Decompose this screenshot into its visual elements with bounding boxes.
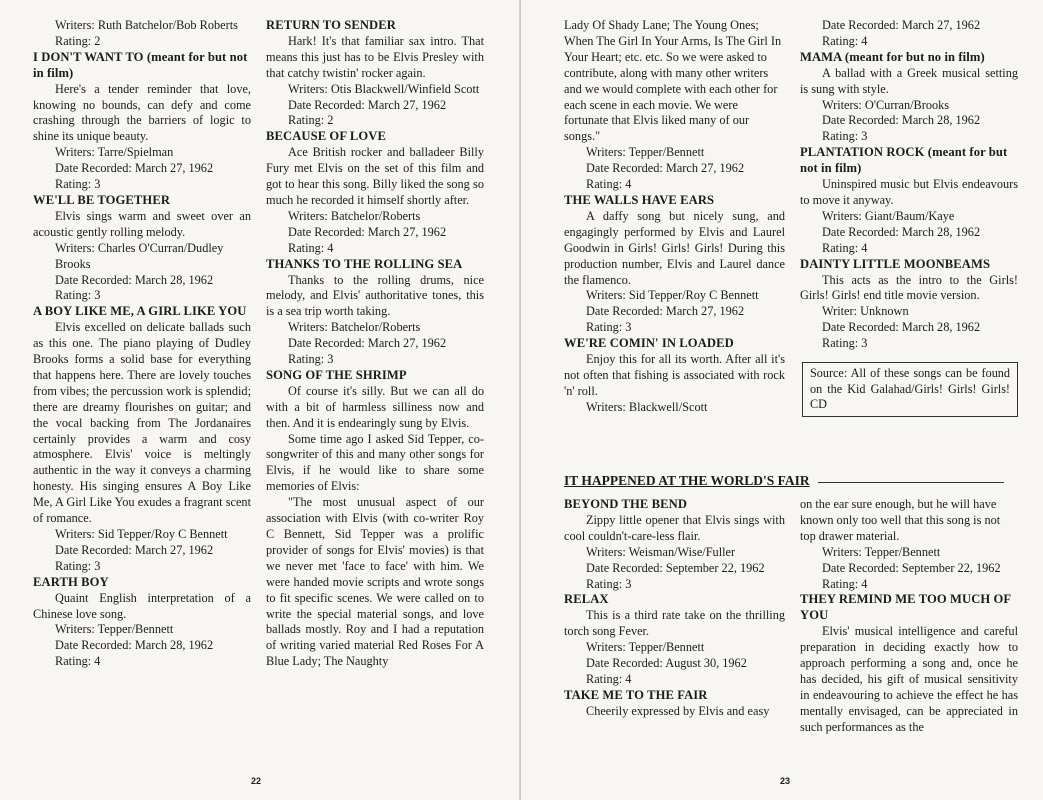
- right-column-3: [564, 497, 785, 720]
- date-recorded: Date Recorded: March 27, 1962: [288, 336, 447, 351]
- song-entry: [564, 336, 785, 416]
- song-title: SONG OF THE SHRIMP: [266, 367, 407, 382]
- song-title: I DON'T WANT TO (meant for but not in film): [33, 49, 248, 80]
- date-recorded: Date Recorded: March 27, 1962: [288, 97, 447, 112]
- entry-continuation: [800, 18, 1018, 50]
- song-note: (meant for but no in film): [844, 49, 985, 64]
- song-title: TAKE ME TO THE FAIR: [564, 687, 708, 702]
- song-description: Enjoy this for all its worth. After all it's not often that fishing is associated with rock 'n' roll.: [564, 352, 785, 398]
- date-recorded: Date Recorded: March 27, 1962: [288, 224, 447, 239]
- rating: Rating: 3: [822, 129, 868, 144]
- entry-continuation: [33, 18, 251, 50]
- song-title: THE WALLS HAVE EARS: [564, 192, 715, 207]
- song-title: THEY REMIND ME TOO MUCH OF YOU: [800, 592, 1011, 623]
- writers-line: Writers: Tepper/Bennett: [822, 544, 941, 559]
- page-number: 22: [251, 776, 262, 786]
- date-recorded: Date Recorded: March 28, 1962: [822, 320, 981, 335]
- writers-line: Writers: Otis Blackwell/Winfield Scott: [288, 81, 480, 96]
- song-entry: [800, 257, 1018, 352]
- song-title: WE'RE COMIN' IN LOADED: [564, 336, 734, 351]
- rating: Rating: 3: [55, 558, 101, 573]
- writers-line: Writers: Giant/Baum/Kaye: [822, 208, 955, 223]
- source-box-wrap: [800, 362, 1018, 417]
- song-description: Hark! It's that familiar sax intro. That means this just has to be Elvis Presley with that catchy twistin' rocker again.: [266, 33, 484, 80]
- song-description: This is a third rate take on the thrilling torch song Fever.: [564, 608, 785, 639]
- quote-paragraph: "The most unusual aspect of our association with Elvis (with co-writer Roy C Bennett, Sid Tepper was a prolific provider of songs for Elvis' movies) is that we never met 'face to face' with him. We were handed movie scripts and wrote songs to fit specific scenes. We were called on to write the special material songs, and love ballads mostly. Roy and I had a reputation of writing varied material Red Roses For A Blue Lady; The Naughty: [266, 495, 484, 669]
- continued-text: on the ear sure enough, but he will have known only too well that this song is not top drawer material.: [800, 497, 1001, 543]
- writers-line: Writers: Tepper/Bennett: [586, 640, 705, 655]
- song-entry: [33, 575, 251, 670]
- song-entry: [800, 50, 1018, 145]
- song-description: Here's a tender reminder that love, knowing no bounds, can defy and come crashing through the barriers of logic to shine its unique beauty.: [33, 81, 251, 144]
- song-title: A BOY LIKE ME, A GIRL LIKE YOU: [33, 304, 247, 319]
- song-title: THANKS TO THE ROLLING SEA: [266, 256, 463, 271]
- song-entry: [564, 592, 785, 687]
- writers-line: Writers: Charles O'Curran/Dudley Brooks: [55, 240, 224, 271]
- song-description: A ballad with a Greek musical setting is sung with style.: [800, 65, 1018, 96]
- song-description: Elvis sings warm and sweet over an acoustic gently rolling melody.: [33, 208, 251, 239]
- section-heading: [564, 471, 1004, 491]
- song-entry: [564, 497, 785, 592]
- date-recorded: Date Recorded: March 27, 1962: [55, 161, 214, 176]
- writers-line: Writers: Tepper/Bennett: [586, 145, 705, 160]
- right-column-4: [800, 497, 1018, 736]
- song-entry: [266, 18, 484, 129]
- date-recorded: Date Recorded: March 28, 1962: [55, 638, 214, 653]
- rating: Rating: 3: [586, 320, 632, 335]
- writers-line: Writers: Batchelor/Roberts: [288, 208, 421, 223]
- writers-line: Writers: Tarre/Spielman: [55, 145, 174, 160]
- song-description: Zippy little opener that Elvis sings with cool couldn't-care-less flair.: [564, 512, 785, 543]
- date-recorded: Date Recorded: March 27, 1962: [822, 18, 981, 32]
- rating: Rating: 4: [586, 671, 632, 686]
- song-entry: [564, 193, 785, 336]
- song-description: Thanks to the rolling drums, nice melody, and Elvis' authoritative tones, this is a sea trip worth taking.: [266, 272, 484, 319]
- right-page: [521, 0, 1043, 800]
- song-description: Elvis' musical intelligence and careful preparation in deciding exactly how to approach performing a song and, once he has decided, his gift of musical sensitivity in endeavouring to achieve the effect he has mentally envisaged, can be appreciated in such performances as the: [800, 624, 1018, 734]
- entry-continuation: [800, 497, 1018, 592]
- date-recorded: Date Recorded: March 28, 1962: [55, 272, 214, 287]
- song-title: EARTH BOY: [33, 574, 109, 589]
- song-entry: [800, 145, 1018, 256]
- rating: Rating: 3: [586, 576, 632, 591]
- song-title: DAINTY LITTLE MOONBEAMS: [800, 256, 991, 271]
- rating: Rating: 4: [822, 33, 868, 48]
- date-recorded: Date Recorded: August 30, 1962: [586, 656, 747, 671]
- writers-line: Writers: Ruth Batchelor/Bob Roberts: [55, 18, 238, 32]
- song-description: Of course it's silly. But we can all do with a bit of harmless silliness now and then. And it is endearingly sung by Elvis.: [266, 383, 484, 430]
- rating: Rating: 4: [288, 240, 334, 255]
- continued-text: Lady Of Shady Lane; The Young Ones; When The Girl In Your Arms, Is The Girl In Your Heart; etc. etc. So we were asked to contribute, along with many other writers and we would complete with each other for each scene in each movie. We were fortunate that Elvis liked many of our songs.": [564, 18, 782, 144]
- writers-line: Writer: Unknown: [822, 304, 909, 319]
- left-page: [0, 0, 520, 800]
- song-entry: [266, 257, 484, 368]
- song-description: Uninspired music but Elvis endeavours to move it anyway.: [800, 177, 1018, 207]
- song-title: BECAUSE OF LOVE: [266, 129, 386, 144]
- song-description: Ace British rocker and balladeer Billy Fury met Elvis on the set of this film and got to hear this song. Billy liked the song so much he recorded it himself shortly after.: [266, 145, 484, 207]
- date-recorded: Date Recorded: September 22, 1962: [586, 560, 765, 575]
- song-description: Quaint English interpretation of a Chinese love song.: [33, 590, 251, 621]
- song-description: Elvis excelled on delicate ballads such as this one. The piano playing of Dudley Brooks forms a solid base for everything that happens here. There are lovely touches from vibes; the percussion work is splendid; there are dreamy flourishes on guitar; and the vocal backing from The Jordanaires certainly provides a warm and cosy atmosphere. Elvis' voice is meltingly authentic in the way it conveys a charming honesty. His singing ensures A Boy Like Me, A Girl Like You exudes a fragrant scent of romance.: [33, 320, 251, 526]
- date-recorded: Date Recorded: March 27, 1962: [586, 304, 745, 319]
- song-description: Cheerily expressed by Elvis and easy: [586, 703, 770, 718]
- rating: Rating: 3: [55, 177, 101, 192]
- rating: Rating: 3: [288, 352, 334, 367]
- writers-line: Writers: O'Curran/Brooks: [822, 97, 950, 112]
- left-column-1: [33, 18, 251, 670]
- song-description: This acts as the intro to the Girls! Girls! Girls! end title movie version.: [800, 272, 1018, 303]
- source-box: Source: All of these songs can be found on the Kid Galahad/Girls! Girls! Girls! CD: [802, 362, 1018, 417]
- rating: Rating: 3: [55, 288, 101, 303]
- song-entry: [33, 193, 251, 304]
- right-column-2: [800, 18, 1018, 417]
- rating: Rating: 2: [55, 33, 101, 48]
- song-title: RELAX: [564, 592, 609, 607]
- song-title: BEYOND THE BEND: [564, 497, 688, 511]
- section-rule: [818, 482, 1004, 483]
- song-title: RETURN TO SENDER: [266, 18, 396, 32]
- entry-continuation: [564, 18, 785, 193]
- writers-line: Writers: Weisman/Wise/Fuller: [586, 544, 736, 559]
- date-recorded: Date Recorded: March 28, 1962: [822, 224, 981, 239]
- song-entry: [266, 129, 484, 256]
- writers-line: Writers: Tepper/Bennett: [55, 622, 174, 637]
- left-column-2: [266, 18, 484, 670]
- song-entry: [33, 50, 251, 193]
- song-entry: [33, 304, 251, 574]
- writers-line: Writers: Blackwell/Scott: [586, 399, 708, 414]
- rating: Rating: 2: [288, 113, 334, 128]
- writers-line: Writers: Sid Tepper/Roy C Bennett: [55, 527, 228, 541]
- date-recorded: Date Recorded: September 22, 1962: [822, 560, 1001, 575]
- song-description: A daffy song but nicely sung, and engagingly performed by Elvis and Laurel Goodwin in Girls! Girls! Girls! During this production number, Elvis and Laurel dance the flamenco.: [564, 208, 785, 287]
- rating: Rating: 3: [822, 336, 868, 351]
- quote-paragraph: Some time ago I asked Sid Tepper, co-songwriter of this and many other songs for Elvis, if he would like to share some memories of Elvis:: [266, 431, 484, 494]
- rating: Rating: 4: [586, 177, 632, 192]
- song-entry: [266, 368, 484, 670]
- date-recorded: Date Recorded: March 27, 1962: [55, 542, 214, 557]
- rating: Rating: 4: [55, 654, 101, 669]
- right-column-1: [564, 18, 785, 416]
- date-recorded: Date Recorded: March 27, 1962: [586, 161, 745, 176]
- song-title: PLANTATION ROCK (meant for but not in film): [800, 145, 1008, 176]
- page-number: 23: [780, 776, 791, 786]
- date-recorded: Date Recorded: March 28, 1962: [822, 113, 981, 128]
- section-title: IT HAPPENED AT THE WORLD'S FAIR: [564, 473, 810, 488]
- writers-line: Writers: Sid Tepper/Roy C Bennett: [586, 288, 759, 303]
- song-title: MAMA (meant for but no in film): [800, 49, 985, 64]
- song-entry: [800, 592, 1018, 735]
- rating: Rating: 4: [822, 240, 868, 255]
- song-entry: [564, 688, 785, 720]
- song-title: WE'LL BE TOGETHER: [33, 192, 171, 207]
- song-note: (meant for but not in film): [800, 145, 1008, 176]
- writers-line: Writers: Batchelor/Roberts: [288, 320, 421, 335]
- song-note: (meant for but not in film): [33, 49, 248, 80]
- rating: Rating: 4: [822, 576, 868, 591]
